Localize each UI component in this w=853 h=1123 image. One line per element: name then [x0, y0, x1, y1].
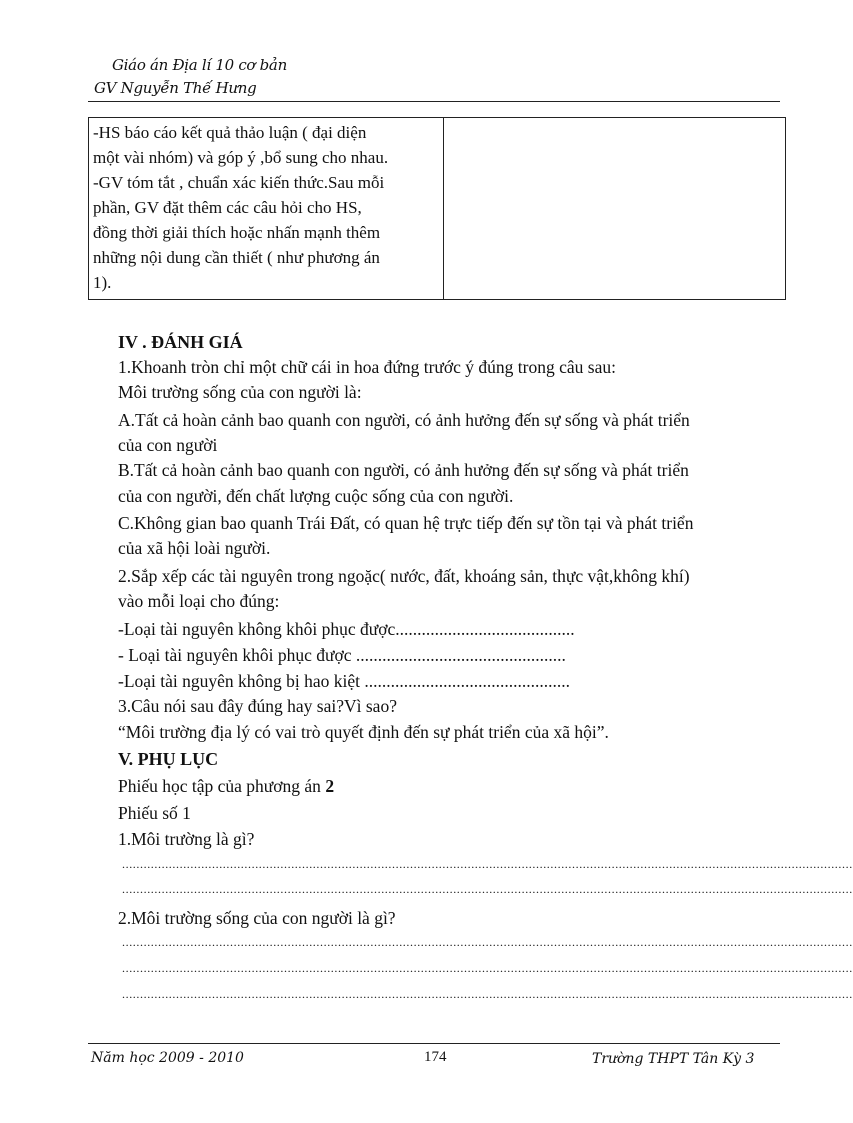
answer-line: ........................................................................................................................................................................................................... — [122, 882, 853, 896]
answer-line: ........................................................................................................................................................................................................... — [122, 857, 853, 871]
cell-line: -GV tóm tắt , chuẩn xác kiến thức.Sau mỗi — [93, 173, 385, 192]
q2-nonrenewable: -Loại tài nguyên không khôi phục được......................................... — [118, 619, 575, 639]
q1-stem: Môi trường sống của con người là: — [118, 382, 362, 402]
answer-line: ........................................................................................................................................................................................................... — [122, 987, 853, 1001]
cell-line: -HS báo cáo kết quả thảo luận ( đại diện — [93, 123, 367, 142]
worksheet-q2: 2.Môi trường sống của con người là gì? — [118, 908, 396, 928]
worksheet-subtitle — [118, 774, 334, 798]
answer-line: ........................................................................................................................................................................................................... — [122, 961, 853, 975]
option-c-line1: C.Không gian bao quanh Trái Đất, có quan hệ trực tiếp đến sự tồn tại và phát triển — [118, 513, 694, 533]
teacher-name: GV Nguyễn Thế Hưng — [94, 79, 257, 97]
q2-inexhaustible: -Loại tài nguyên không bị hao kiệt ............................................... — [118, 671, 571, 691]
option-c-line2: của xã hội loài người. — [118, 538, 271, 558]
worksheet-q1: 1.Môi trường là gì? — [118, 829, 255, 849]
cell-line: đồng thời giải thích hoặc nhấn mạnh thêm — [93, 223, 381, 242]
q3-line2: “Môi trường địa lý có vai trò quyết định đến sự phát triển của xã hội”. — [118, 722, 609, 742]
cell-line: 1). — [93, 273, 112, 292]
table-cell-right — [444, 118, 786, 300]
q2-line1: 2.Sắp xếp các tài nguyên trong ngoặc( nước, đất, khoáng sản, thực vật,không khí) — [118, 566, 690, 586]
q2-line2: vào mỗi loại cho đúng: — [118, 591, 280, 611]
option-b-line2: của con người, đến chất lượng cuộc sống của con người. — [118, 486, 514, 506]
section-v-heading: V. PHỤ LỤC — [118, 749, 219, 769]
cell-line: phần, GV đặt thêm các câu hỏi cho HS, — [93, 198, 362, 217]
table-cell-left — [89, 118, 444, 300]
answer-line: ........................................................................................................................................................................................................... — [122, 935, 853, 949]
q1-intro: 1.Khoanh tròn chỉ một chữ cái in hoa đứng trước ý đúng trong câu sau: — [118, 357, 616, 377]
option-a-line1: A.Tất cả hoàn cảnh bao quanh con người, có ảnh hưởng đến sự sống và phát triển — [118, 410, 690, 430]
cell-line: một vài nhóm) và góp ý ,bổ sung cho nhau. — [93, 148, 389, 167]
table-row — [89, 118, 786, 300]
doc-title: Giáo án Địa lí 10 cơ bản — [112, 56, 287, 74]
cell-line: những nội dung cần thiết ( như phương án — [93, 248, 380, 267]
header-rule — [88, 101, 780, 102]
activity-table — [88, 117, 786, 300]
school-year: Năm học 2009 - 2010 — [91, 1050, 244, 1066]
school-name: Trường THPT Tân Kỳ 3 — [592, 1051, 755, 1067]
section-iv-heading: IV . ĐÁNH GIÁ — [118, 332, 243, 352]
sheet-label: Phiếu số 1 — [118, 803, 191, 823]
q3-line1: 3.Câu nói sau đây đúng hay sai?Vì sao? — [118, 696, 397, 716]
worksheet-number: 2 — [325, 776, 335, 796]
option-b-line1: B.Tất cả hoàn cảnh bao quanh con người, có ảnh hưởng đến sự sống và phát triển — [118, 460, 689, 480]
q2-renewable: - Loại tài nguyên khôi phục được ................................................ — [118, 645, 566, 665]
option-a-line2: của con người — [118, 435, 218, 455]
page-number: 174 — [424, 1049, 447, 1065]
footer-rule — [88, 1043, 780, 1044]
worksheet-subtitle-text: Phiếu học tập của phương án — [118, 776, 326, 796]
